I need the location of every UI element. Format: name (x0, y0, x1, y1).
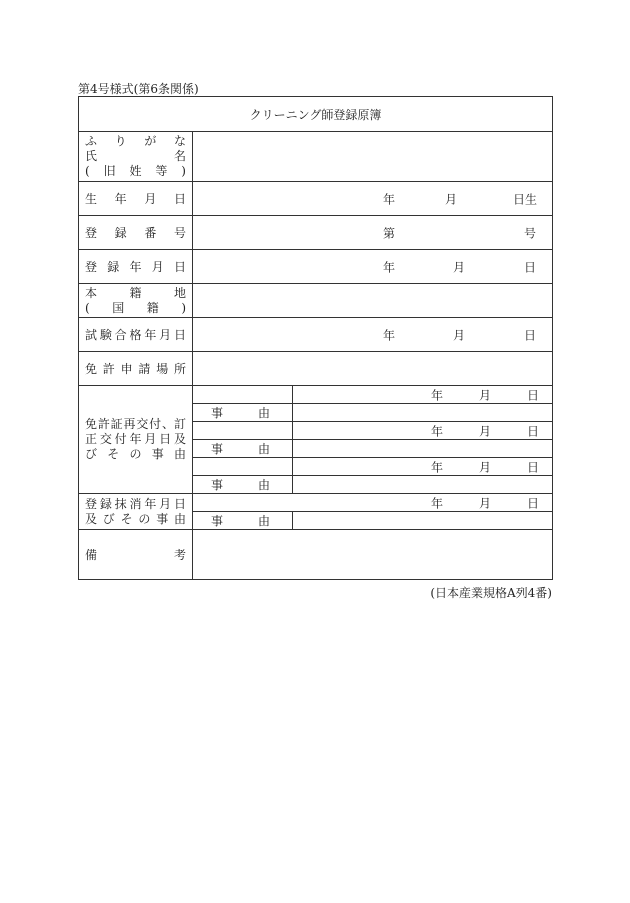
reissue-year-3: 年 (431, 460, 444, 474)
reissue-label: 免 許 証 再 交 付 、訂 正 交 付 年 月 日 及 び そ の 事 由 (79, 386, 193, 494)
cancel-day: 日 (527, 496, 540, 510)
registration-number-label: 登 録 番 号 (79, 216, 193, 250)
cancel-month: 月 (479, 496, 492, 510)
exam-date-value[interactable] (193, 318, 553, 352)
cancel-date-value[interactable] (193, 494, 553, 512)
reissue-reason-blank-3[interactable] (193, 458, 293, 476)
remarks-row (79, 530, 553, 580)
reissue-month-3: 月 (479, 460, 492, 474)
reissue-year-1: 年 (431, 388, 444, 402)
reissue-reason-value-2[interactable] (293, 440, 553, 458)
reissue-reason-label-2: 事 由 (193, 440, 293, 458)
remarks-value[interactable] (193, 530, 553, 580)
furigana-label: ふ り が な (85, 134, 186, 148)
form-label: 第4号様式(第6条関係) (78, 82, 199, 96)
reissue-date-3[interactable] (293, 458, 553, 476)
number-suffix: 号 (524, 226, 537, 240)
registration-number-value[interactable] (193, 216, 553, 250)
reissue-month-2: 月 (479, 424, 492, 438)
reissue-reason-value-3[interactable] (293, 476, 553, 494)
birth-date-row (79, 182, 553, 216)
reissue-date-2[interactable] (293, 422, 553, 440)
reissue-year-2: 年 (431, 424, 444, 438)
register-title: クリーニング師登録原簿 (79, 97, 553, 132)
reissue-reason-label-3: 事 由 (193, 476, 293, 494)
reissue-day-3: 日 (527, 460, 540, 474)
birth-date-value[interactable] (193, 182, 553, 216)
name-label (79, 132, 193, 182)
cancel-year: 年 (431, 496, 444, 510)
domicile-label: 本 籍 地 ( 国 籍 ) (79, 284, 193, 318)
reissue-day-2: 日 (527, 424, 540, 438)
exam-year-unit: 年 (383, 328, 396, 342)
birth-day-unit: 日生 (513, 192, 538, 206)
reissue-day-1: 日 (527, 388, 540, 402)
reissue-month-1: 月 (479, 388, 492, 402)
registration-date-row (79, 250, 553, 284)
birth-year-unit: 年 (383, 192, 396, 206)
exam-day-unit: 日 (524, 328, 537, 342)
registration-date-value[interactable] (193, 250, 553, 284)
registration-date-label: 登 録 年 月 日 (79, 250, 193, 284)
furigana-char: ふ (85, 134, 98, 148)
old-surname-label: ( 旧 姓 等 ) (85, 164, 186, 178)
name-text: 氏 名 (85, 149, 186, 163)
reg-month-unit: 月 (453, 260, 466, 274)
reg-year-unit: 年 (383, 260, 396, 274)
domicile-value[interactable] (193, 284, 553, 318)
domicile-row (79, 284, 553, 318)
registration-table (78, 96, 553, 580)
reissue-reason-blank-2[interactable] (193, 422, 293, 440)
reissue-reason-label-1: 事 由 (193, 404, 293, 422)
name-row (79, 132, 553, 182)
reg-day-unit: 日 (524, 260, 537, 274)
registration-number-row (79, 216, 553, 250)
application-place-value[interactable] (193, 352, 553, 386)
application-place-label: 免 許 申 請 場 所 (79, 352, 193, 386)
exam-month-unit: 月 (453, 328, 466, 342)
cancel-label: 登 録 抹 消 年 月 日 及 び そ の 事 由 (79, 494, 193, 530)
cancel-reason-value[interactable] (293, 512, 553, 530)
number-prefix: 第 (383, 226, 396, 240)
reissue-date-row-1 (79, 386, 553, 404)
title-row (79, 97, 553, 132)
birth-date-label: 生 年 月 日 (79, 182, 193, 216)
application-place-row (79, 352, 553, 386)
name-value[interactable] (193, 132, 553, 182)
cancel-reason-label: 事 由 (193, 512, 293, 530)
reissue-reason-blank-1[interactable] (193, 386, 293, 404)
reissue-reason-value-1[interactable] (293, 404, 553, 422)
birth-month-unit: 月 (445, 192, 458, 206)
paper-size-note: (日本産業規格A列4番) (430, 586, 552, 600)
cancel-date-row (79, 494, 553, 512)
reissue-date-1[interactable] (293, 386, 553, 404)
exam-date-row (79, 318, 553, 352)
remarks-label: 備 考 (79, 530, 193, 580)
exam-date-label: 試 験 合 格 年 月 日 (79, 318, 193, 352)
